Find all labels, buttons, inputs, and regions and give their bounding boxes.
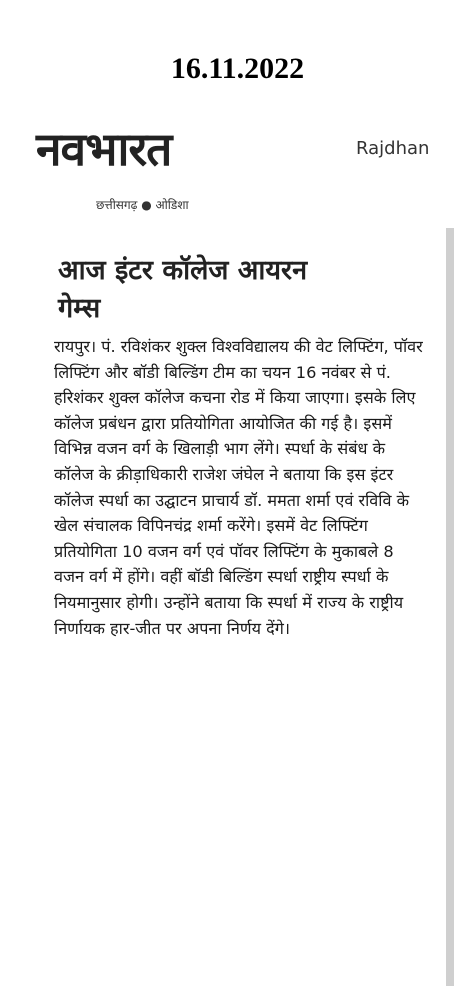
news-article [46,230,432,982]
edition-label: Rajdhan [356,138,430,159]
column-divider [446,228,454,986]
masthead-region: छत्तीसगढ़ ● ओडिशा [96,198,189,212]
clipping-date: 16.11.2022 [170,52,305,85]
newspaper-logo [36,120,336,218]
article-body: रायपुर। पं. रविशंकर शुक्ल विश्वविद्यालय की वेट लिफ्टिंग, पॉवर लिफ्टिंग और बॉडी बिल्डिंग टीम का चयन 16 नवंबर से पं. हरिशंकर शुक्ल कॉलेज कचना रोड में किया जाएगा। इसके लिए कॉलेज प्रबंधन द्वारा प्रतियोगिता आयोजित की गई है। इसमें विभिन्न वजन वर्ग के खिलाड़ी भाग लेंगे। स्पर्धा के संबंध के कॉलेज के क्रीड़ाधिकारी राजेश जंघेल ने बताया कि इस इंटर कॉलेज स्पर्धा का उद्घाटन प्राचार्य डॉ. ममता शर्मा एवं रविवि के खेल संचालक विपिनचंद्र शर्मा करेंगे। इसमें वेट लिफ्टिंग प्रतियोगिता 10 वजन वर्ग एवं पॉवर लिफ्टिंग के मुकाबले 8 वजन वर्ग में होंगे। वहीं बॉडी बिल्डिंग स्पर्धा राष्ट्रीय स्पर्धा के नियमानुसार होगी। उन्होंने बताया कि स्पर्धा में राज्य के राष्ट्रीय निर्णायक हार-जीत पर अपना निर्णय देंगे। [54,337,423,638]
article-headline: आज इंटर कॉलेज आयरन गेम्स [58,255,308,324]
masthead-name: नवभारत [36,122,172,176]
